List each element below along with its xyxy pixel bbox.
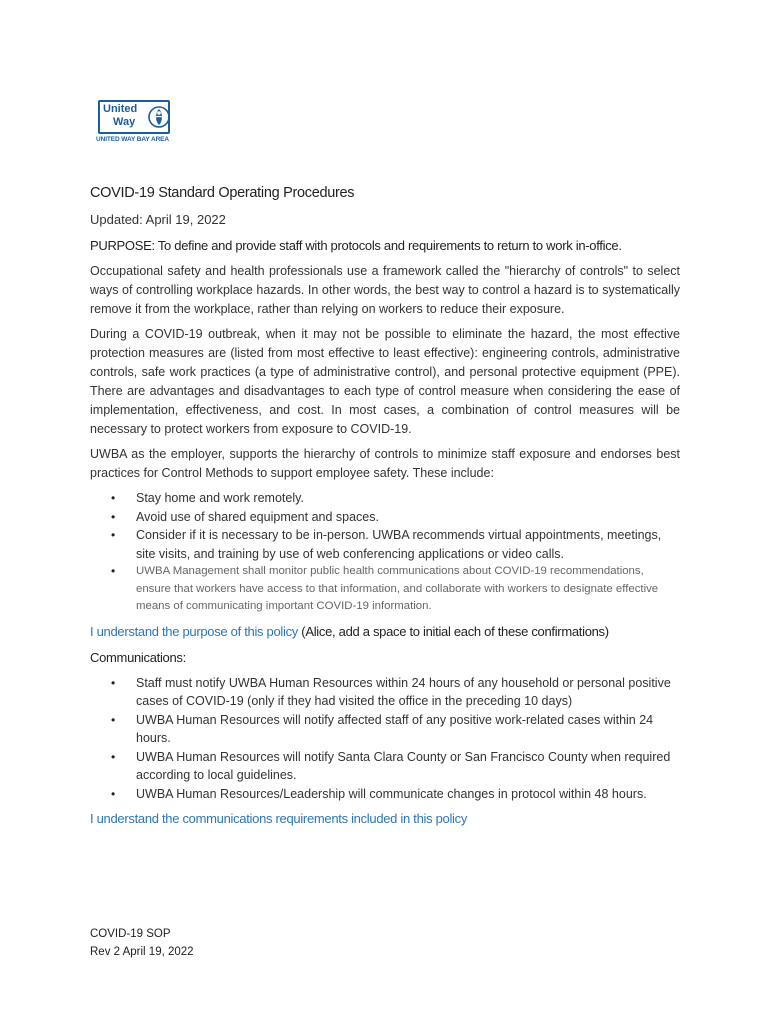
footer-revision: Rev 2 April 19, 2022	[90, 946, 194, 958]
bullet-icon: •	[111, 491, 116, 505]
list-item-text: UWBA Human Resources will notify Santa Clara County or San Francisco County when required according to local guidelines.	[136, 749, 671, 782]
list-item	[90, 674, 680, 711]
bullet-icon: •	[111, 749, 116, 764]
united-way-logo	[96, 100, 176, 148]
list-item	[90, 508, 680, 527]
united-way-emblem-icon	[148, 106, 170, 128]
logo-text-line2: Way	[113, 116, 136, 128]
list-item	[90, 748, 680, 785]
logo-box	[98, 100, 170, 134]
list-item	[90, 489, 680, 508]
logo-subtitle: UNITED WAY BAY AREA	[96, 136, 169, 143]
confirmation-purpose	[90, 622, 680, 642]
bullet-icon: •	[111, 786, 116, 801]
confirmation-communications-link[interactable]: I understand the communications requirements included in this policy	[90, 811, 468, 826]
confirmation-purpose-link[interactable]: I understand the purpose of this policy	[90, 623, 298, 639]
list-item-text: Staff must notify UWBA Human Resources within 24 hours of any household or personal positive cases of COVID-19 (only if they had visited the office in the preceding 10 days)	[136, 675, 671, 708]
purpose-statement: PURPOSE: To define and provide staff with protocols and requirements to return to work in-office.	[90, 238, 622, 253]
updated-date: Updated: April 19, 2022	[90, 212, 226, 227]
list-item-text: UWBA Human Resources/Leadership will communicate changes in protocol within 48 hours.	[136, 786, 647, 801]
list-item-text: UWBA Human Resources will notify affected staff of any positive work-related cases within 24 hours.	[136, 712, 654, 745]
document-title: COVID-19 Standard Operating Procedures	[90, 185, 355, 201]
list-item-text: Avoid use of shared equipment and spaces.	[136, 509, 379, 524]
bullet-icon: •	[111, 675, 116, 690]
bullet-icon: •	[111, 564, 116, 578]
list-item-text: UWBA Management shall monitor public health communications about COVID-19 recommendations, ensure that workers have access to that information, and collaborate with workers to designate effective means of communicating important COVID-19 information.	[136, 565, 659, 612]
bullet-icon: •	[111, 509, 116, 524]
bullet-icon: •	[111, 712, 116, 727]
document-body	[90, 183, 680, 835]
communications-heading: Communications:	[90, 649, 186, 665]
paragraph-uwba-employer: UWBA as the employer, supports the hierarchy of controls to minimize staff exposure and endorses best practices for Control Methods to support employee safety. These include:	[90, 447, 680, 480]
communications-list	[90, 674, 680, 804]
list-item	[90, 563, 680, 616]
list-item	[90, 785, 680, 804]
document-footer	[90, 925, 194, 961]
list-item	[90, 526, 680, 563]
logo-text-line1: United	[103, 103, 138, 115]
list-item	[90, 711, 680, 748]
confirmation-communications	[90, 809, 680, 829]
list-item-text: Consider if it is necessary to be in-person. UWBA recommends virtual appointments, meetings, site visits, and training by use of web conferencing applications or video calls.	[136, 528, 662, 561]
paragraph-hierarchy-of-controls: Occupational safety and health professionals use a framework called the "hierarchy of controls" to select ways of controlling workplace hazards. In other words, the best way to control a hazard is to systematically remove it from the workplace, rather than relying on workers to reduce their exposure.	[90, 264, 680, 316]
bullet-icon: •	[111, 528, 116, 542]
confirmation-purpose-note: (Alice, add a space to initial each of these confirmations)	[298, 623, 609, 639]
list-item-text: Stay home and work remotely.	[136, 491, 304, 505]
control-methods-list	[90, 489, 680, 616]
paragraph-outbreak-measures: During a COVID-19 outbreak, when it may not be possible to eliminate the hazard, the most effective protection measures are (listed from most effective to least effective): engineering controls, administrative controls, safe work practices (a type of administrative control), and personal protective equipment (PPE). There are advantages and disadvantages to each type of control measure when considering the ease of implementation, effectiveness, and cost. In most cases, a combination of control measures will be necessary to protect workers from exposure to COVID-19.	[90, 327, 680, 436]
footer-doc-name: COVID-19 SOP	[90, 928, 171, 940]
